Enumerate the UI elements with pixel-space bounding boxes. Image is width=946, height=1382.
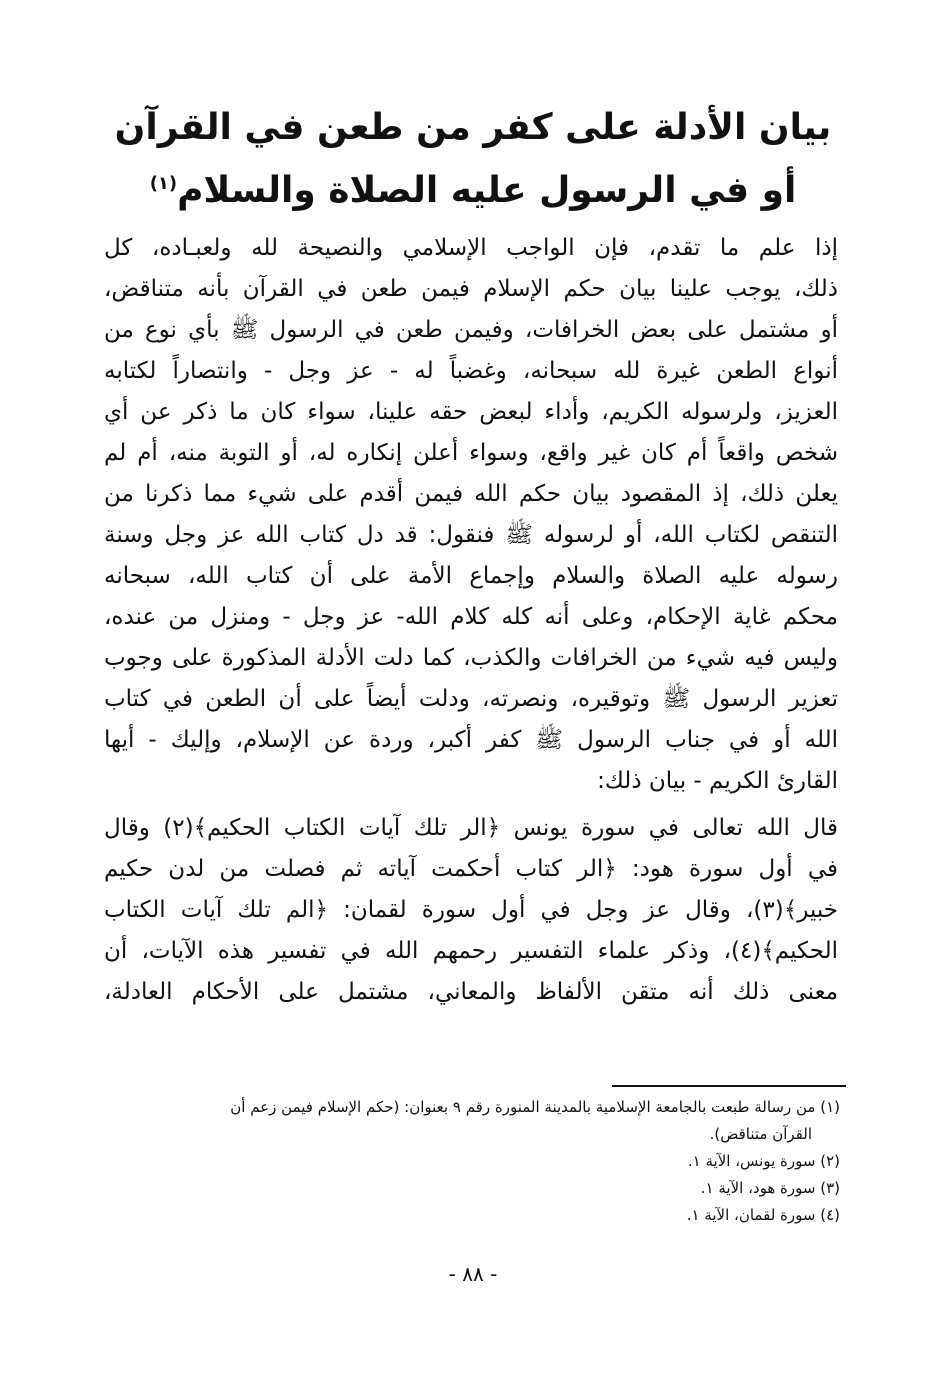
body-text [104,228,838,1013]
body-line: يعلن ذلك، إذ المقصود بيان حكم الله فيمن أقدم على شيء مما ذكرنا من [104,481,838,507]
body-line: قال الله تعالى في سورة يونس ﴿الر تلك آيات الكتاب الحكيم﴾(٢) وقال [104,815,838,841]
body-line: معنى ذلك أنه متقن الألفاظ والمعاني، مشتمل على الأحكام العادلة، [104,979,838,1005]
body-line: وليس فيه شيء من الخرافات والكذب، كما دلت الأدلة المذكورة على وجوب [104,645,838,671]
body-line: ذلك، يوجب علينا بيان حكم الإسلام فيمن طعن في القرآن بأنه متناقض، [104,276,838,302]
footnote-3: (٣) سورة هود، الآية ١. [700,1179,840,1197]
body-line: الحكيم﴾(٤)، وذكر علماء التفسير رحمهم الله في تفسير هذه الآيات، أن [104,938,838,964]
footnote-4: (٤) سورة لقمان، الآية ١. [686,1206,840,1224]
section-title [100,100,846,219]
body-line: تعزير الرسول ﷺ وتوقيره، ونصرته، ودلت أيضاً على أن الطعن في كتاب [104,686,838,712]
title-line-1: بيان الأدلة على كفر من طعن في القرآن [114,107,832,148]
footnotes [104,1094,840,1229]
body-line: القارئ الكريم - بيان ذلك: [597,768,838,794]
title-line-2 [100,156,846,219]
body-line: أنواع الطعن غيرة لله سبحانه، وغضباً له - عز وجل - وانتصاراً لكتابه [104,358,838,384]
footnote-1-continued: القرآن متناقض). [709,1125,812,1143]
body-line: شخص واقعاً أم كان غير واقع، وسواء أعلن إنكاره له، أو التوبة منه، أم لم [104,440,838,466]
body-line: العزيز، ولرسوله الكريم، وأداء لبعض حقه علينا، سواء كان ما ذكر عن أي [104,399,838,425]
title-line-2-text: أو في الرسول عليه الصلاة والسلام [177,170,797,211]
footnote-divider [612,1085,846,1087]
body-line: محكم غاية الإحكام، وعلى أنه كله كلام الله- عز وجل - ومنزل من عنده، [104,604,838,630]
body-line: خبير﴾(٣)، وقال عز وجل في أول سورة لقمان: ﴿الم تلك آيات الكتاب [104,897,838,923]
body-line: رسوله عليه الصلاة والسلام وإجماع الأمة على أن كتاب الله، سبحانه [104,563,838,589]
body-line: إذا علم ما تقدم، فإن الواجب الإسلامي والنصيحة لله ولعبـاده، كل [104,235,838,261]
footnote-2: (٢) سورة يونس، الآية ١. [687,1152,840,1170]
body-line: الله أو في جناب الرسول ﷺ كفر أكبر، وردة عن الإسلام، وإليك - أيها [104,727,838,753]
body-line: في أول سورة هود: ﴿الر كتاب أحكمت آياته ثم فصلت من لدن حكيم [104,856,838,882]
title-footnote-ref: (١) [149,173,178,194]
body-line: التنقص لكتاب الله، أو لرسوله ﷺ فنقول: قد دل كتاب الله عز وجل وسنة [104,522,838,548]
body-line: أو مشتمل على بعض الخرافات، وفيمن طعن في الرسول ﷺ بأي نوع من [104,317,838,343]
page-number: - ٨٨ - [448,1262,498,1286]
footnote-1: (١) من رسالة طبعت بالجامعة الإسلامية بالمدينة المنورة رقم ٩ بعنوان: (حكم الإسلام فيمن زعم أن [230,1098,840,1116]
